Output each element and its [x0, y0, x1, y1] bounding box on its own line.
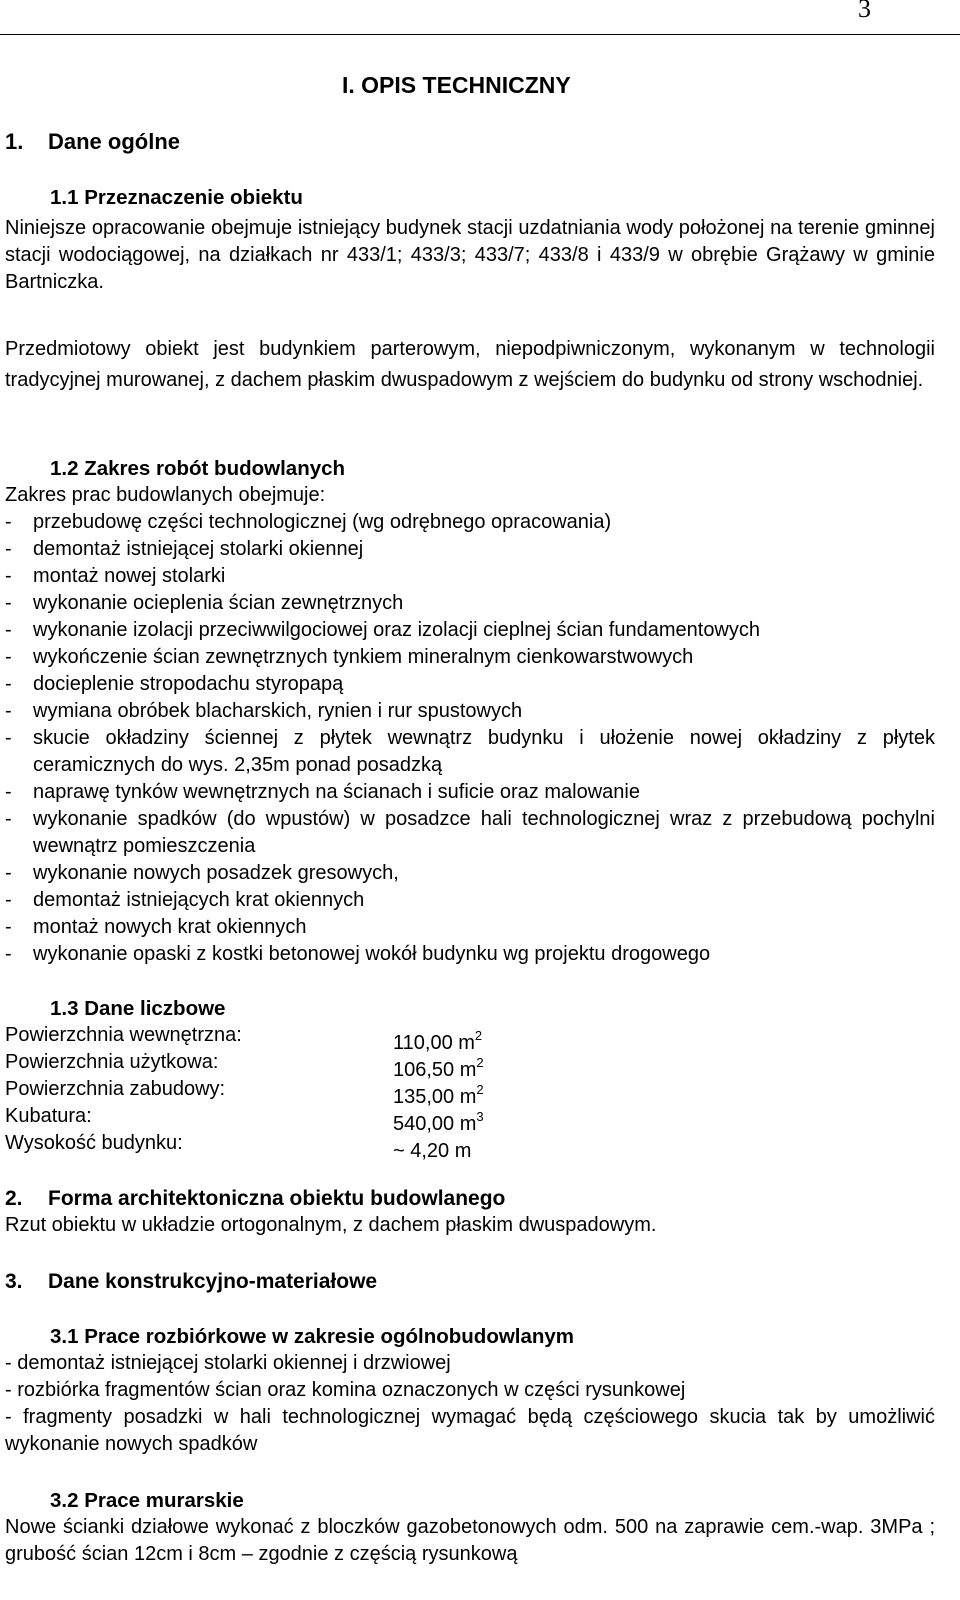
unit-exponent: 3: [476, 1109, 484, 1124]
figures-row-label: Kubatura:: [5, 1105, 92, 1127]
section-3-number: 3.: [5, 1270, 23, 1293]
figures-row-value: 106,50 $m^2$: [393, 1055, 484, 1081]
works-list-item: - montaż nowej stolarki: [5, 563, 935, 590]
works-list-item: - wymiana obróbek blacharskich, rynien i rur spustowych: [5, 698, 935, 725]
works-list-item: - demontaż istniejącej stolarki okiennej: [5, 536, 935, 563]
unit-exponent: 2: [474, 1028, 483, 1043]
figures-row-value: 110,00 $m^2$: [393, 1028, 483, 1054]
unit-exponent: 2: [476, 1055, 484, 1070]
works-list-item: - montaż nowych krat okiennych: [5, 914, 935, 941]
demolition-list: [5, 1350, 935, 1458]
section-3-title: Dane konstrukcyjno-materiałowe: [48, 1270, 378, 1293]
page-number: 3: [858, 0, 871, 23]
section-1-3-heading: 1.3 Dane liczbowe: [50, 997, 226, 1020]
works-list-item: - wykonanie nowych posadzek gresowych,: [5, 860, 935, 887]
section-2-text: Rzut obiektu w układzie ortogonalnym, z dachem płaskim dwuspadowym.: [5, 1214, 657, 1236]
works-list-item: - wykonanie opaski z kostki betonowej wokół budynku wg projektu drogowego: [5, 941, 935, 968]
works-list-item: - skucie okładziny ściennej z płytek wewnątrz budynku i ułożenie nowej okładziny z płytek ceramicznych do wys. 2,35m ponad posadzką: [5, 725, 935, 779]
section-3-2-text: Nowe ścianki działowe wykonać z bloczków gazobetonowych odm. 500 na zaprawie cem.-wap. 3MPa ; grubość ścian 12cm i 8cm – zgodnie z częścią rysunkową: [5, 1516, 935, 1565]
header-rule: [0, 34, 960, 35]
figures-row-label: Powierzchnia zabudowy:: [5, 1078, 226, 1100]
works-list-item: - wykonanie izolacji przeciwwilgociowej oraz izolacji cieplnej ścian fundamentowych: [5, 617, 935, 644]
unit-exponent: 2: [476, 1082, 484, 1097]
figures-row-label: Powierzchnia użytkowa:: [5, 1051, 219, 1073]
works-list-item: - naprawę tynków wewnętrznych na ścianach i suficie oraz malowanie: [5, 779, 935, 806]
section-1-2-intro: Zakres prac budowlanych obejmuje:: [5, 484, 326, 506]
section-1-number: 1.: [5, 129, 24, 154]
section-3-1-heading: 3.1 Prace rozbiórkowe w zakresie ogólnobudowlanym: [50, 1325, 575, 1348]
section-1-title: Dane ogólne: [48, 129, 181, 154]
demolition-list-item: - demontaż istniejącej stolarki okiennej i drzwiowej: [5, 1352, 451, 1374]
figures-row-value: ~ 4,20 m: [393, 1140, 472, 1162]
works-list: [5, 509, 935, 968]
works-list-item: - przebudowę części technologicznej (wg odrębnego opracowania): [5, 509, 935, 536]
demolition-list-item: - rozbiórka fragmentów ścian oraz komina oznaczonych w części rysunkowej: [5, 1379, 686, 1401]
section-1-1-paragraph-1: Niniejsze opracowanie obejmuje istniejący budynek stacji uzdatniania wody położonej na terenie gminnej stacji wodociągowej, na działkach nr 433/1; 433/3; 433/7; 433/8 i 433/9 w obrębie Grążawy w gminie Bartniczka.: [5, 217, 935, 293]
works-list-item: - demontaż istniejących krat okiennych: [5, 887, 935, 914]
works-list-item: - wykonanie ocieplenia ścian zewnętrznych: [5, 590, 935, 617]
section-2-heading: [5, 1185, 505, 1212]
section-1-1-paragraph-2: Przedmiotowy obiekt jest budynkiem parterowym, niepodpiwniczonym, wykonanym w technologii tradycyjnej murowanej, z dachem płaskim dwuspadowym z wejściem do budynku od strony wschodniej.: [5, 338, 935, 391]
section-1-2-heading: 1.2 Zakres robót budowlanych: [50, 457, 346, 480]
figures-row-value: 135,00 $m^2$: [393, 1082, 484, 1108]
section-2-number: 2.: [5, 1187, 23, 1210]
section-3-2-heading: 3.2 Prace murarskie: [50, 1489, 244, 1512]
section-2-title: Forma architektoniczna obiektu budowlanego: [48, 1187, 506, 1210]
document-title: I. OPIS TECHNICZNY: [342, 72, 571, 98]
figures-row-label: Powierzchnia wewnętrzna:: [5, 1024, 242, 1046]
section-1-1-heading: 1.1 Przeznaczenie obiektu: [50, 186, 303, 209]
works-list-item: - wykończenie ścian zewnętrznych tynkiem mineralnym cienkowarstwowych: [5, 644, 935, 671]
demolition-list-item: - fragmenty posadzki w hali technologicznej wymagać będą częściowego skucia tak by umożliwić wykonanie nowych spadków: [5, 1406, 935, 1455]
figures-row-label: Wysokość budynku:: [5, 1132, 183, 1154]
works-list-item: - docieplenie stropodachu styropapą: [5, 671, 935, 698]
works-list-item: - wykonanie spadków (do wpustów) w posadzce hali technologicznej wraz z przebudową pochylni wewnątrz pomieszczenia: [5, 806, 935, 860]
section-1-heading: [5, 128, 180, 155]
section-3-heading: [5, 1268, 377, 1295]
figures-row-value: 540,00 $m^3$: [393, 1109, 484, 1135]
